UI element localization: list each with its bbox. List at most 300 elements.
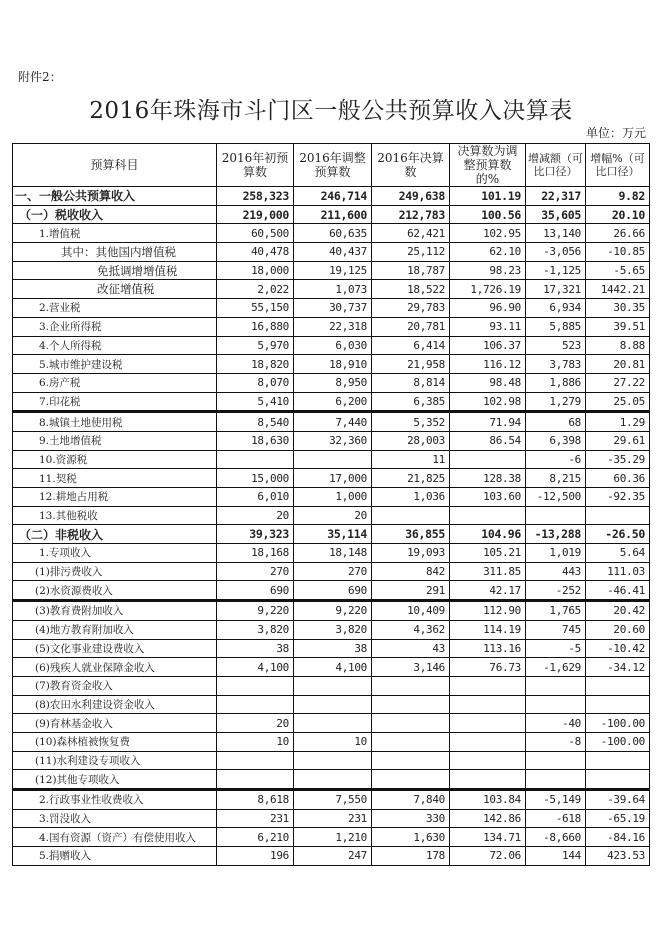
cell-adjusted-budget: 1,210 bbox=[294, 828, 372, 847]
cell-item-name: (9)育林基金收入 bbox=[13, 714, 217, 733]
table-row bbox=[13, 431, 650, 450]
cell-final-pct: 100.56 bbox=[450, 205, 526, 224]
cell-growth-rate: -65.19 bbox=[586, 809, 650, 828]
cell-final-pct: 76.73 bbox=[450, 658, 526, 677]
cell-final-pct bbox=[450, 695, 526, 714]
cell-adjusted-budget: 247 bbox=[294, 847, 372, 866]
cell-final-accounts: 1,036 bbox=[372, 488, 450, 507]
table-row bbox=[13, 261, 650, 280]
cell-item-name: 4.国有资源（资产）有偿使用收入 bbox=[13, 828, 217, 847]
cell-initial-budget bbox=[217, 751, 294, 770]
cell-final-pct: 113.16 bbox=[450, 639, 526, 658]
table-row bbox=[13, 544, 650, 563]
table-row bbox=[13, 732, 650, 751]
cell-item-name: 2.营业税 bbox=[13, 299, 217, 318]
cell-final-accounts: 212,783 bbox=[372, 205, 450, 224]
cell-final-accounts: 20,781 bbox=[372, 317, 450, 336]
cell-item-name: 10.资源税 bbox=[13, 450, 217, 469]
cell-change-amount: -8,660 bbox=[526, 828, 586, 847]
cell-change-amount: 6,398 bbox=[526, 431, 586, 450]
cell-change-amount: -40 bbox=[526, 714, 586, 733]
cell-item-name: 2.行政事业性收费收入 bbox=[13, 790, 217, 810]
cell-growth-rate: 9.82 bbox=[586, 187, 650, 206]
cell-final-pct: 103.84 bbox=[450, 790, 526, 810]
cell-adjusted-budget: 7,550 bbox=[294, 790, 372, 810]
cell-initial-budget: 8,618 bbox=[217, 790, 294, 810]
cell-change-amount: -12,500 bbox=[526, 488, 586, 507]
cell-final-accounts: 25,112 bbox=[372, 243, 450, 262]
cell-adjusted-budget bbox=[294, 714, 372, 733]
cell-growth-rate: -92.35 bbox=[586, 488, 650, 507]
cell-change-amount bbox=[526, 695, 586, 714]
cell-change-amount: 3,783 bbox=[526, 355, 586, 374]
cell-initial-budget bbox=[217, 450, 294, 469]
cell-final-pct: 114.19 bbox=[450, 620, 526, 639]
cell-adjusted-budget: 1,000 bbox=[294, 488, 372, 507]
cell-change-amount: 8,215 bbox=[526, 469, 586, 488]
cell-change-amount: 1,886 bbox=[526, 373, 586, 392]
cell-initial-budget: 690 bbox=[217, 581, 294, 601]
table-row bbox=[13, 581, 650, 601]
cell-initial-budget: 5,410 bbox=[217, 392, 294, 412]
cell-item-name: 1.增值税 bbox=[13, 224, 217, 243]
cell-final-pct: 102.95 bbox=[450, 224, 526, 243]
table-row bbox=[13, 317, 650, 336]
cell-item-name: (5)文化事业建设费收入 bbox=[13, 639, 217, 658]
cell-growth-rate: 20.10 bbox=[586, 205, 650, 224]
cell-final-pct: 98.23 bbox=[450, 261, 526, 280]
cell-final-accounts: 6,414 bbox=[372, 336, 450, 355]
cell-growth-rate bbox=[586, 695, 650, 714]
cell-final-pct: 128.38 bbox=[450, 469, 526, 488]
cell-change-amount: 745 bbox=[526, 620, 586, 639]
cell-final-pct: 103.60 bbox=[450, 488, 526, 507]
cell-initial-budget: 6,210 bbox=[217, 828, 294, 847]
cell-adjusted-budget: 22,318 bbox=[294, 317, 372, 336]
table-row bbox=[13, 639, 650, 658]
cell-final-accounts: 29,783 bbox=[372, 299, 450, 318]
cell-final-accounts: 36,855 bbox=[372, 525, 450, 544]
cell-growth-rate: -100.00 bbox=[586, 732, 650, 751]
cell-change-amount: -252 bbox=[526, 581, 586, 601]
cell-item-name: 5.城市维护建设税 bbox=[13, 355, 217, 374]
cell-change-amount: 6,934 bbox=[526, 299, 586, 318]
cell-adjusted-budget: 20 bbox=[294, 506, 372, 525]
table-row bbox=[13, 714, 650, 733]
cell-item-name: (11)水利建设专项收入 bbox=[13, 751, 217, 770]
table-row bbox=[13, 847, 650, 866]
cell-adjusted-budget: 7,440 bbox=[294, 412, 372, 432]
cell-final-pct: 72.06 bbox=[450, 847, 526, 866]
cell-final-pct: 71.94 bbox=[450, 412, 526, 432]
cell-final-accounts: 18,787 bbox=[372, 261, 450, 280]
cell-final-pct bbox=[450, 450, 526, 469]
cell-item-name: （二）非税收入 bbox=[13, 525, 217, 544]
cell-growth-rate: 1442.21 bbox=[586, 280, 650, 299]
cell-initial-budget: 40,478 bbox=[217, 243, 294, 262]
cell-change-amount: -6 bbox=[526, 450, 586, 469]
cell-initial-budget: 258,323 bbox=[217, 187, 294, 206]
cell-change-amount: -1,125 bbox=[526, 261, 586, 280]
table-row bbox=[13, 280, 650, 299]
cell-adjusted-budget: 19,125 bbox=[294, 261, 372, 280]
cell-growth-rate: -35.29 bbox=[586, 450, 650, 469]
table-row bbox=[13, 562, 650, 581]
cell-item-name: 4.个人所得税 bbox=[13, 336, 217, 355]
cell-item-name: 3.罚没收入 bbox=[13, 809, 217, 828]
table-row bbox=[13, 809, 650, 828]
page-title: 2016年珠海市斗门区一般公共预算收入决算表 bbox=[89, 98, 573, 124]
cell-change-amount: 17,321 bbox=[526, 280, 586, 299]
cell-adjusted-budget: 6,030 bbox=[294, 336, 372, 355]
table-row bbox=[13, 770, 650, 790]
cell-item-name: (1)排污费收入 bbox=[13, 562, 217, 581]
cell-growth-rate: 20.81 bbox=[586, 355, 650, 374]
cell-final-accounts: 842 bbox=[372, 562, 450, 581]
cell-growth-rate: -39.64 bbox=[586, 790, 650, 810]
cell-item-name: 免抵调增增值税 bbox=[13, 261, 217, 280]
cell-adjusted-budget: 246,714 bbox=[294, 187, 372, 206]
table-row bbox=[13, 355, 650, 374]
cell-growth-rate: 27.22 bbox=[586, 373, 650, 392]
header-final-accounts: 2016年决算数 bbox=[372, 144, 450, 187]
cell-adjusted-budget: 3,820 bbox=[294, 620, 372, 639]
cell-item-name: 其中：其他国内增值税 bbox=[13, 243, 217, 262]
cell-final-pct: 105.21 bbox=[450, 544, 526, 563]
cell-final-pct: 101.19 bbox=[450, 187, 526, 206]
cell-final-accounts: 18,522 bbox=[372, 280, 450, 299]
cell-final-accounts bbox=[372, 714, 450, 733]
cell-change-amount: 5,885 bbox=[526, 317, 586, 336]
table-row bbox=[13, 224, 650, 243]
cell-change-amount bbox=[526, 506, 586, 525]
cell-initial-budget bbox=[217, 676, 294, 695]
cell-change-amount: -618 bbox=[526, 809, 586, 828]
cell-item-name: 3.企业所得税 bbox=[13, 317, 217, 336]
cell-final-accounts: 6,385 bbox=[372, 392, 450, 412]
cell-initial-budget: 20 bbox=[217, 506, 294, 525]
cell-adjusted-budget: 1,073 bbox=[294, 280, 372, 299]
cell-final-accounts: 19,093 bbox=[372, 544, 450, 563]
table-row bbox=[13, 525, 650, 544]
cell-adjusted-budget bbox=[294, 695, 372, 714]
cell-initial-budget: 8,070 bbox=[217, 373, 294, 392]
cell-growth-rate: -10.42 bbox=[586, 639, 650, 658]
cell-initial-budget: 4,100 bbox=[217, 658, 294, 677]
cell-initial-budget: 20 bbox=[217, 714, 294, 733]
cell-change-amount: 13,140 bbox=[526, 224, 586, 243]
cell-final-accounts bbox=[372, 770, 450, 790]
table-row bbox=[13, 373, 650, 392]
cell-adjusted-budget bbox=[294, 770, 372, 790]
cell-initial-budget: 60,500 bbox=[217, 224, 294, 243]
cell-item-name: （一）税收收入 bbox=[13, 205, 217, 224]
budget-revenue-table bbox=[12, 143, 650, 866]
cell-change-amount bbox=[526, 676, 586, 695]
cell-growth-rate: -26.50 bbox=[586, 525, 650, 544]
table-row bbox=[13, 412, 650, 432]
cell-final-accounts: 7,840 bbox=[372, 790, 450, 810]
cell-item-name: 改征增值税 bbox=[13, 280, 217, 299]
cell-change-amount: -5,149 bbox=[526, 790, 586, 810]
cell-final-pct: 42.17 bbox=[450, 581, 526, 601]
cell-item-name: (7)教育资金收入 bbox=[13, 676, 217, 695]
cell-item-name: (2)水资源费收入 bbox=[13, 581, 217, 601]
cell-growth-rate: 29.61 bbox=[586, 431, 650, 450]
table-row bbox=[13, 392, 650, 412]
cell-final-pct: 98.48 bbox=[450, 373, 526, 392]
cell-item-name: 一、一般公共预算收入 bbox=[13, 187, 217, 206]
cell-growth-rate: -100.00 bbox=[586, 714, 650, 733]
cell-final-accounts: 330 bbox=[372, 809, 450, 828]
cell-change-amount bbox=[526, 751, 586, 770]
cell-final-accounts: 1,630 bbox=[372, 828, 450, 847]
cell-change-amount: 144 bbox=[526, 847, 586, 866]
cell-final-accounts bbox=[372, 695, 450, 714]
cell-growth-rate: 5.64 bbox=[586, 544, 650, 563]
table-row bbox=[13, 751, 650, 770]
cell-item-name: (10)森林植被恢复费 bbox=[13, 732, 217, 751]
cell-initial-budget: 18,630 bbox=[217, 431, 294, 450]
table-row bbox=[13, 695, 650, 714]
cell-adjusted-budget bbox=[294, 751, 372, 770]
cell-growth-rate: -10.85 bbox=[586, 243, 650, 262]
cell-final-pct bbox=[450, 770, 526, 790]
cell-adjusted-budget: 690 bbox=[294, 581, 372, 601]
cell-final-pct: 116.12 bbox=[450, 355, 526, 374]
cell-adjusted-budget: 8,950 bbox=[294, 373, 372, 392]
cell-final-accounts: 249,638 bbox=[372, 187, 450, 206]
cell-final-pct: 96.90 bbox=[450, 299, 526, 318]
table-row bbox=[13, 506, 650, 525]
cell-initial-budget: 219,000 bbox=[217, 205, 294, 224]
table-row bbox=[13, 828, 650, 847]
unit-label: 单位：万元 bbox=[585, 126, 646, 140]
cell-item-name: 7.印花税 bbox=[13, 392, 217, 412]
cell-final-accounts: 21,958 bbox=[372, 355, 450, 374]
cell-change-amount: 443 bbox=[526, 562, 586, 581]
cell-initial-budget bbox=[217, 770, 294, 790]
cell-change-amount: 68 bbox=[526, 412, 586, 432]
cell-adjusted-budget: 60,635 bbox=[294, 224, 372, 243]
header-final-pct-of-adjusted: 决算数为调整预算数的% bbox=[450, 144, 526, 187]
cell-final-accounts: 3,146 bbox=[372, 658, 450, 677]
cell-item-name: 6.房产税 bbox=[13, 373, 217, 392]
table-row bbox=[13, 450, 650, 469]
cell-initial-budget: 231 bbox=[217, 809, 294, 828]
cell-initial-budget: 8,540 bbox=[217, 412, 294, 432]
cell-adjusted-budget: 18,910 bbox=[294, 355, 372, 374]
cell-initial-budget: 196 bbox=[217, 847, 294, 866]
header-initial-budget: 2016年初预算数 bbox=[217, 144, 294, 187]
cell-item-name: (8)农田水利建设资金收入 bbox=[13, 695, 217, 714]
cell-final-accounts: 11 bbox=[372, 450, 450, 469]
cell-item-name: 1.专项收入 bbox=[13, 544, 217, 563]
header-adjusted-budget: 2016年调整预算数 bbox=[294, 144, 372, 187]
cell-final-pct: 104.96 bbox=[450, 525, 526, 544]
cell-final-pct: 1,726.19 bbox=[450, 280, 526, 299]
cell-growth-rate: 26.66 bbox=[586, 224, 650, 243]
cell-final-pct: 62.10 bbox=[450, 243, 526, 262]
cell-change-amount: 35,605 bbox=[526, 205, 586, 224]
cell-initial-budget: 16,880 bbox=[217, 317, 294, 336]
table-row bbox=[13, 790, 650, 810]
cell-final-pct: 311.85 bbox=[450, 562, 526, 581]
attachment-label: 附件2： bbox=[18, 70, 62, 84]
table-row bbox=[13, 676, 650, 695]
cell-growth-rate bbox=[586, 770, 650, 790]
cell-adjusted-budget: 231 bbox=[294, 809, 372, 828]
cell-change-amount: -8 bbox=[526, 732, 586, 751]
cell-adjusted-budget: 270 bbox=[294, 562, 372, 581]
table-row bbox=[13, 658, 650, 677]
cell-change-amount: 1,279 bbox=[526, 392, 586, 412]
cell-final-pct bbox=[450, 714, 526, 733]
cell-change-amount: 1,765 bbox=[526, 601, 586, 621]
cell-adjusted-budget: 6,200 bbox=[294, 392, 372, 412]
cell-item-name: (12)其他专项收入 bbox=[13, 770, 217, 790]
header-growth-rate: 增幅%（可比口径） bbox=[586, 144, 650, 187]
table-row bbox=[13, 205, 650, 224]
cell-growth-rate: -46.41 bbox=[586, 581, 650, 601]
cell-initial-budget: 9,220 bbox=[217, 601, 294, 621]
cell-final-pct: 106.37 bbox=[450, 336, 526, 355]
cell-growth-rate bbox=[586, 751, 650, 770]
cell-change-amount bbox=[526, 770, 586, 790]
cell-initial-budget: 270 bbox=[217, 562, 294, 581]
cell-adjusted-budget: 40,437 bbox=[294, 243, 372, 262]
cell-adjusted-budget: 4,100 bbox=[294, 658, 372, 677]
cell-final-accounts bbox=[372, 751, 450, 770]
cell-growth-rate: 39.51 bbox=[586, 317, 650, 336]
cell-final-pct bbox=[450, 732, 526, 751]
cell-final-accounts bbox=[372, 676, 450, 695]
table-row bbox=[13, 488, 650, 507]
table-row bbox=[13, 469, 650, 488]
cell-growth-rate: 1.29 bbox=[586, 412, 650, 432]
cell-initial-budget: 38 bbox=[217, 639, 294, 658]
cell-adjusted-budget: 32,360 bbox=[294, 431, 372, 450]
cell-change-amount: -5 bbox=[526, 639, 586, 658]
cell-final-accounts: 43 bbox=[372, 639, 450, 658]
cell-adjusted-budget: 17,000 bbox=[294, 469, 372, 488]
cell-growth-rate: 20.42 bbox=[586, 601, 650, 621]
table-row bbox=[13, 620, 650, 639]
cell-initial-budget: 10 bbox=[217, 732, 294, 751]
cell-change-amount: -3,056 bbox=[526, 243, 586, 262]
cell-growth-rate: -84.16 bbox=[586, 828, 650, 847]
cell-initial-budget bbox=[217, 695, 294, 714]
cell-item-name: 8.城镇土地使用税 bbox=[13, 412, 217, 432]
cell-adjusted-budget: 38 bbox=[294, 639, 372, 658]
cell-final-accounts: 10,409 bbox=[372, 601, 450, 621]
cell-adjusted-budget bbox=[294, 676, 372, 695]
cell-item-name: (4)地方教育附加收入 bbox=[13, 620, 217, 639]
cell-final-pct bbox=[450, 676, 526, 695]
cell-growth-rate: -5.65 bbox=[586, 261, 650, 280]
cell-growth-rate: 60.36 bbox=[586, 469, 650, 488]
cell-growth-rate bbox=[586, 676, 650, 695]
cell-final-pct: 93.11 bbox=[450, 317, 526, 336]
cell-final-pct: 112.90 bbox=[450, 601, 526, 621]
cell-adjusted-budget: 18,148 bbox=[294, 544, 372, 563]
cell-growth-rate: 111.03 bbox=[586, 562, 650, 581]
cell-final-accounts: 21,825 bbox=[372, 469, 450, 488]
cell-adjusted-budget: 35,114 bbox=[294, 525, 372, 544]
cell-final-pct: 102.98 bbox=[450, 392, 526, 412]
cell-adjusted-budget: 30,737 bbox=[294, 299, 372, 318]
cell-item-name: 9.土地增值税 bbox=[13, 431, 217, 450]
cell-item-name: 11.契税 bbox=[13, 469, 217, 488]
cell-growth-rate: 8.88 bbox=[586, 336, 650, 355]
table-body bbox=[13, 187, 650, 866]
cell-initial-budget: 3,820 bbox=[217, 620, 294, 639]
cell-item-name: 12.耕地占用税 bbox=[13, 488, 217, 507]
cell-growth-rate: 20.60 bbox=[586, 620, 650, 639]
cell-initial-budget: 39,323 bbox=[217, 525, 294, 544]
cell-adjusted-budget: 9,220 bbox=[294, 601, 372, 621]
cell-adjusted-budget bbox=[294, 450, 372, 469]
table-row bbox=[13, 299, 650, 318]
cell-final-pct: 134.71 bbox=[450, 828, 526, 847]
cell-initial-budget: 18,820 bbox=[217, 355, 294, 374]
cell-growth-rate bbox=[586, 506, 650, 525]
cell-final-pct bbox=[450, 506, 526, 525]
cell-change-amount: 523 bbox=[526, 336, 586, 355]
cell-initial-budget: 18,000 bbox=[217, 261, 294, 280]
header-item: 预算科目 bbox=[13, 144, 217, 187]
cell-change-amount: -1,629 bbox=[526, 658, 586, 677]
cell-growth-rate: 423.53 bbox=[586, 847, 650, 866]
cell-final-accounts: 28,003 bbox=[372, 431, 450, 450]
cell-change-amount: -13,288 bbox=[526, 525, 586, 544]
cell-final-accounts: 291 bbox=[372, 581, 450, 601]
cell-adjusted-budget: 10 bbox=[294, 732, 372, 751]
table-row bbox=[13, 336, 650, 355]
cell-growth-rate: 25.05 bbox=[586, 392, 650, 412]
cell-final-accounts: 4,362 bbox=[372, 620, 450, 639]
cell-change-amount: 1,019 bbox=[526, 544, 586, 563]
cell-final-accounts: 8,814 bbox=[372, 373, 450, 392]
cell-initial-budget: 2,022 bbox=[217, 280, 294, 299]
cell-growth-rate: -34.12 bbox=[586, 658, 650, 677]
cell-final-accounts: 178 bbox=[372, 847, 450, 866]
cell-initial-budget: 18,168 bbox=[217, 544, 294, 563]
cell-initial-budget: 55,150 bbox=[217, 299, 294, 318]
header-change-amount: 增减额（可比口径） bbox=[526, 144, 586, 187]
cell-initial-budget: 5,970 bbox=[217, 336, 294, 355]
cell-item-name: 5.捐赠收入 bbox=[13, 847, 217, 866]
cell-adjusted-budget: 211,600 bbox=[294, 205, 372, 224]
cell-final-accounts bbox=[372, 506, 450, 525]
cell-growth-rate: 30.35 bbox=[586, 299, 650, 318]
cell-item-name: (3)教育费附加收入 bbox=[13, 601, 217, 621]
cell-initial-budget: 6,010 bbox=[217, 488, 294, 507]
table-row bbox=[13, 601, 650, 621]
cell-item-name: 13.其他税收 bbox=[13, 506, 217, 525]
cell-final-accounts: 5,352 bbox=[372, 412, 450, 432]
table-row bbox=[13, 243, 650, 262]
cell-final-pct: 86.54 bbox=[450, 431, 526, 450]
cell-final-accounts: 62,421 bbox=[372, 224, 450, 243]
cell-final-pct: 142.86 bbox=[450, 809, 526, 828]
cell-final-pct bbox=[450, 751, 526, 770]
cell-final-accounts bbox=[372, 732, 450, 751]
cell-initial-budget: 15,000 bbox=[217, 469, 294, 488]
cell-item-name: (6)残疾人就业保障金收入 bbox=[13, 658, 217, 677]
table-header-row bbox=[13, 144, 650, 187]
table-row bbox=[13, 187, 650, 206]
